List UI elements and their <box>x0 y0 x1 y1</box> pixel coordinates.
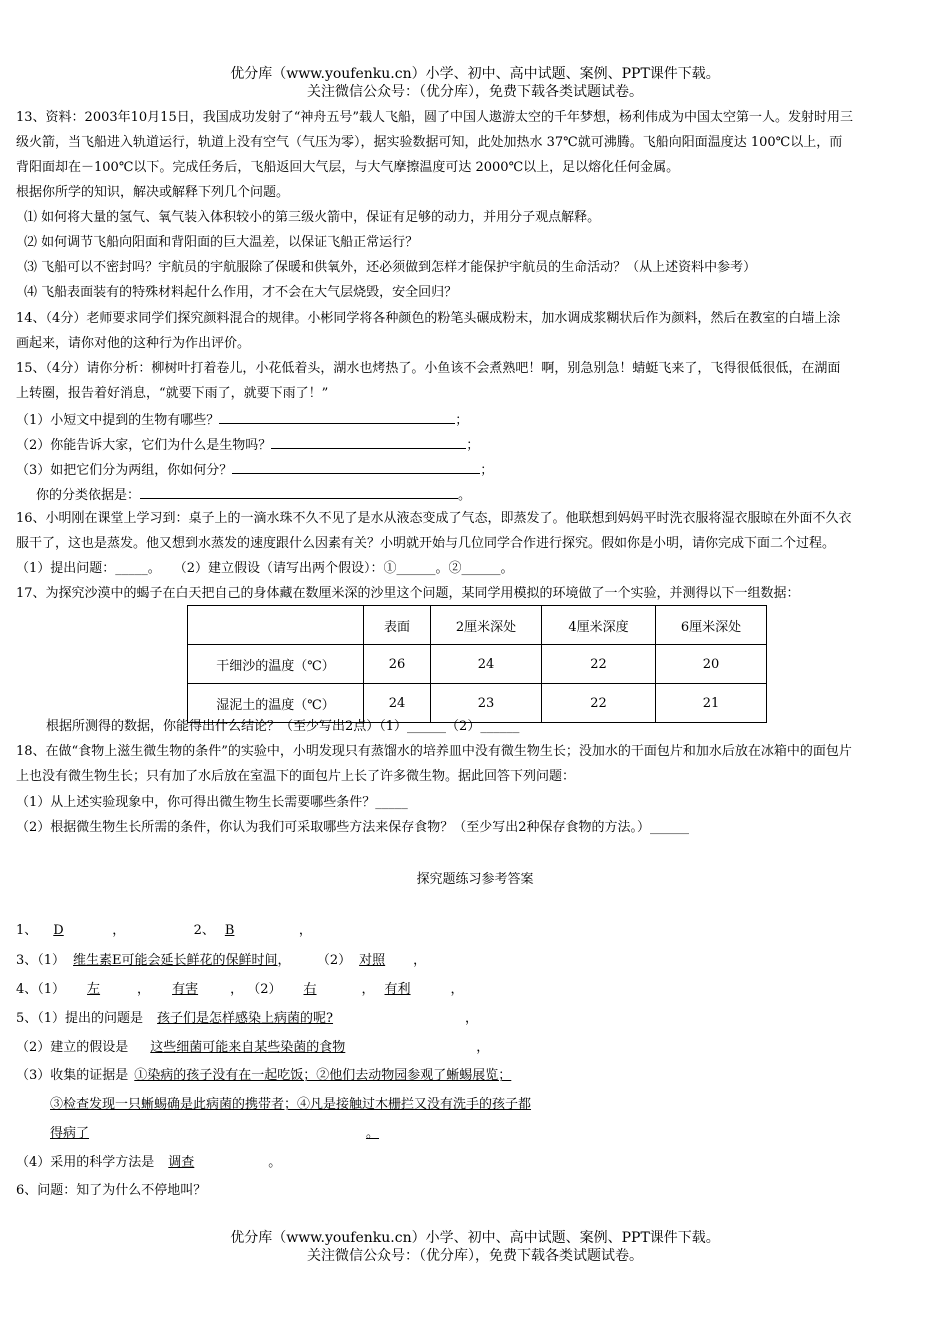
q13-line-2: 级火箭，当飞船进入轨道运行，轨道上没有空气（气压为零），据实验数据可知，此处加热水 37℃就可沸腾。飞船向阳面温度达 100℃以上，而 <box>16 135 843 150</box>
answers-title: 探究题练习参考答案 <box>416 872 534 887</box>
q13-sub-4: ⑷ 飞船表面装有的特殊材料起什么作用，才不会在大气层烧毁，安全回归？ <box>24 285 458 300</box>
table-cell: 2厘米深处 <box>431 606 542 645</box>
q16-line-1: 16、小明刚在课堂上学习到：桌子上的一滴水珠不久不见了是水从液态变成了气态，即蒸发了。他联想到妈妈平时洗衣服将湿衣服晾在外面不久衣 <box>16 511 852 526</box>
q15-line-1: 15、（4分）请你分析：柳树叶打着卷儿，小花低着头，湖水也烤热了。小鱼该不会煮熟吧！啊，别急别急！蜻蜓飞来了，飞得很低很低，在湖面 <box>16 361 841 376</box>
answer-5-value-1: 孩子们是怎样感染上病菌的呢? <box>157 1011 334 1026</box>
answer-line-5-2: （2）建立的假设是 这些细菌可能来自某些染菌的食物 ， <box>16 1040 490 1055</box>
answer-blank[interactable] <box>219 411 455 424</box>
table-row <box>188 645 767 684</box>
answer-4-value-2: 有害 <box>172 982 199 997</box>
table-cell: 4厘米深度 <box>542 606 656 645</box>
q13-sub-1: ⑴ 如何将大量的氢气、氧气装入体积较小的第三级火箭中，保证有足够的动力，并用分子观点解释。 <box>24 210 601 225</box>
table-row <box>188 684 767 723</box>
q15-part-2: （2）你能告诉大家，它们为什么是生物吗？ ； <box>16 438 480 453</box>
table-cell: 23 <box>431 684 542 723</box>
q15-part-3: （3）如把它们分为两组，你如何分？ ； <box>16 463 494 478</box>
answer-5-value-3a: ①染病的孩子没有在一起吃饭；②他们去动物园参观了蜥蜴展览； <box>134 1068 512 1083</box>
q18-line-2: 上也没有微生物生长；只有加了水后放在室温下的面包片上长了许多微生物。据此回答下列问题： <box>16 769 576 784</box>
q13-line-3: 背阳面却在－100℃以下。完成任务后，飞船返回大气层，与大气摩擦温度可达 2000℃以上，足以熔化任何金属。 <box>16 160 680 175</box>
q14-line-2: 画起来，请你对他的这种行为作出评价。 <box>16 336 251 351</box>
header-line-2: 关注微信公众号：（优分库），免费下载各类试题试卷。 <box>307 84 643 100</box>
q15-part-1: （1）小短文中提到的生物有哪些？ ； <box>16 413 469 428</box>
table-cell: 6厘米深处 <box>656 606 767 645</box>
answer-line-5-4: （4）采用的科学方法是 调查 。 <box>16 1155 282 1170</box>
answer-4-value-4: 有利 <box>384 982 411 997</box>
answer-5-value-3b: ③检查发现一只蜥蜴确是此病菌的携带者；④凡是接触过木栅拦又没有洗手的孩子都 <box>50 1097 532 1112</box>
answer-blank[interactable] <box>232 461 480 474</box>
answer-5-value-4: 调查 <box>168 1155 195 1170</box>
footer-line-1: 优分库（www.youfenku.cn）小学、初中、高中试题、案例、PPT课件下载。 <box>230 1230 720 1246</box>
q18-part-1: （1）从上述实验现象中，你可得出微生物生长需要哪些条件？_____ <box>16 795 408 810</box>
table-cell: 26 <box>364 645 431 684</box>
answer-line-3: 3、（1） 维生素E可能会延长鲜花的保鲜时间， （2） 对照 ， <box>16 953 427 968</box>
table-cell: 20 <box>656 645 767 684</box>
answer-4-value-1: 左 <box>87 982 101 997</box>
answer-5-value-2: 这些细菌可能来自某些染菌的食物 <box>150 1040 346 1055</box>
q13-sub-3: ⑶ 飞船可以不密封吗？宇航员的宇航服除了保暖和供氧外，还必须做到怎样才能保护宇航员的生命活动？（从上述资料中参考） <box>24 260 757 275</box>
table-cell <box>188 606 364 645</box>
q17-line-1: 17、为探究沙漠中的蝎子在白天把自己的身体藏在数厘米深的沙里这个问题，某同学用模拟的环境做了一个实验，并测得以下一组数据： <box>16 586 800 601</box>
answer-line-5-1: 5、（1）提出的问题是 孩子们是怎样感染上病菌的呢? ， <box>16 1011 479 1026</box>
q18-part-2: （2）根据微生物生长所需的条件，你认为我们可采取哪些方法来保存食物？（至少写出2种保存食物的方法。）______ <box>16 820 690 835</box>
table-cell: 24 <box>364 684 431 723</box>
answer-2-value: B <box>224 923 235 938</box>
answer-line-1: 1、 D ， 2、 B ， <box>16 923 312 938</box>
table-cell: 24 <box>431 645 542 684</box>
answer-line-5-3: （3）收集的证据是 ①染病的孩子没有在一起吃饭；②他们去动物园参观了蜥蜴展览； <box>16 1068 936 1084</box>
answer-3-value-1: 维生素E可能会延长鲜花的保鲜时间 <box>73 953 278 968</box>
q13-sub-2: ⑵ 如何调节飞船向阳面和背阳面的巨大温差，以保证飞船正常运行？ <box>24 235 419 250</box>
q13-line-4: 根据你所学的知识，解决或解释下列几个问题。 <box>16 185 290 200</box>
table-cell: 22 <box>542 684 656 723</box>
table-header-row <box>188 606 767 645</box>
q15-line-2: 上转圈，报告着好消息，“就要下雨了，就要下雨了！” <box>16 386 329 401</box>
answer-blank[interactable] <box>271 436 466 449</box>
answer-line-4: 4、（1） 左 ， 有害 ， （2） 右 ， 有利 ， <box>16 982 464 997</box>
answer-3-value-2: 对照 <box>359 953 386 968</box>
table-cell: 干细沙的温度（℃） <box>188 645 364 684</box>
table-cell: 表面 <box>364 606 431 645</box>
q14-line-1: 14、（4分）老师要求同学们探究颜料混合的规律。小彬同学将各种颜色的粉笔头碾成粉末，加水调成浆糊状后作为颜料，然后在教室的白墙上涂 <box>16 311 841 326</box>
answer-blank[interactable] <box>140 486 458 499</box>
header-line-1: 优分库（www.youfenku.cn）小学、初中、高中试题、案例、PPT课件下载。 <box>230 66 720 82</box>
q13-line-1: 13、资料：2003年10月15日，我国成功发射了“神舟五号”载人飞船，圆了中国人遨游太空的千年梦想，杨利伟成为中国太空第一人。发射时用三 <box>16 110 854 125</box>
answer-line-5-3b <box>50 1097 950 1113</box>
temperature-table <box>187 605 767 723</box>
q17-line-2: 根据所测得的数据，你能得出什么结论？（至少写出2点）（1）______（2）______ <box>46 719 520 734</box>
q18-line-1: 18、在做“食物上滋生微生物的条件”的实验中，小明发现只有蒸馏水的培养皿中没有微生物生长；没加水的干面包片和加水后放在冰箱中的面包片 <box>16 744 852 759</box>
q16-line-3: （1）提出问题：_____。 （2）建立假设（请写出两个假设）：①______。②______。 <box>16 561 514 576</box>
q16-line-2: 服干了，这也是蒸发。他又想到水蒸发的速度跟什么因素有关？小明就开始与几位同学合作进行探究。假如你是小明，请你完成下面二个过程。 <box>16 536 836 551</box>
answer-5-value-3c: 得病了 <box>50 1126 90 1141</box>
q15-part-4: 你的分类依据是： 。 <box>36 488 472 503</box>
table-cell: 湿泥土的温度（℃） <box>188 684 364 723</box>
answer-line-5-3c: 得病了 。 <box>50 1126 380 1141</box>
answer-line-6: 6、问题：知了为什么不停地叫？ <box>16 1183 207 1198</box>
table-cell: 21 <box>656 684 767 723</box>
answer-1-value: D <box>53 923 64 938</box>
footer-line-2: 关注微信公众号：（优分库），免费下载各类试题试卷。 <box>307 1248 643 1264</box>
table-cell: 22 <box>542 645 656 684</box>
answer-4-value-3: 右 <box>303 982 317 997</box>
